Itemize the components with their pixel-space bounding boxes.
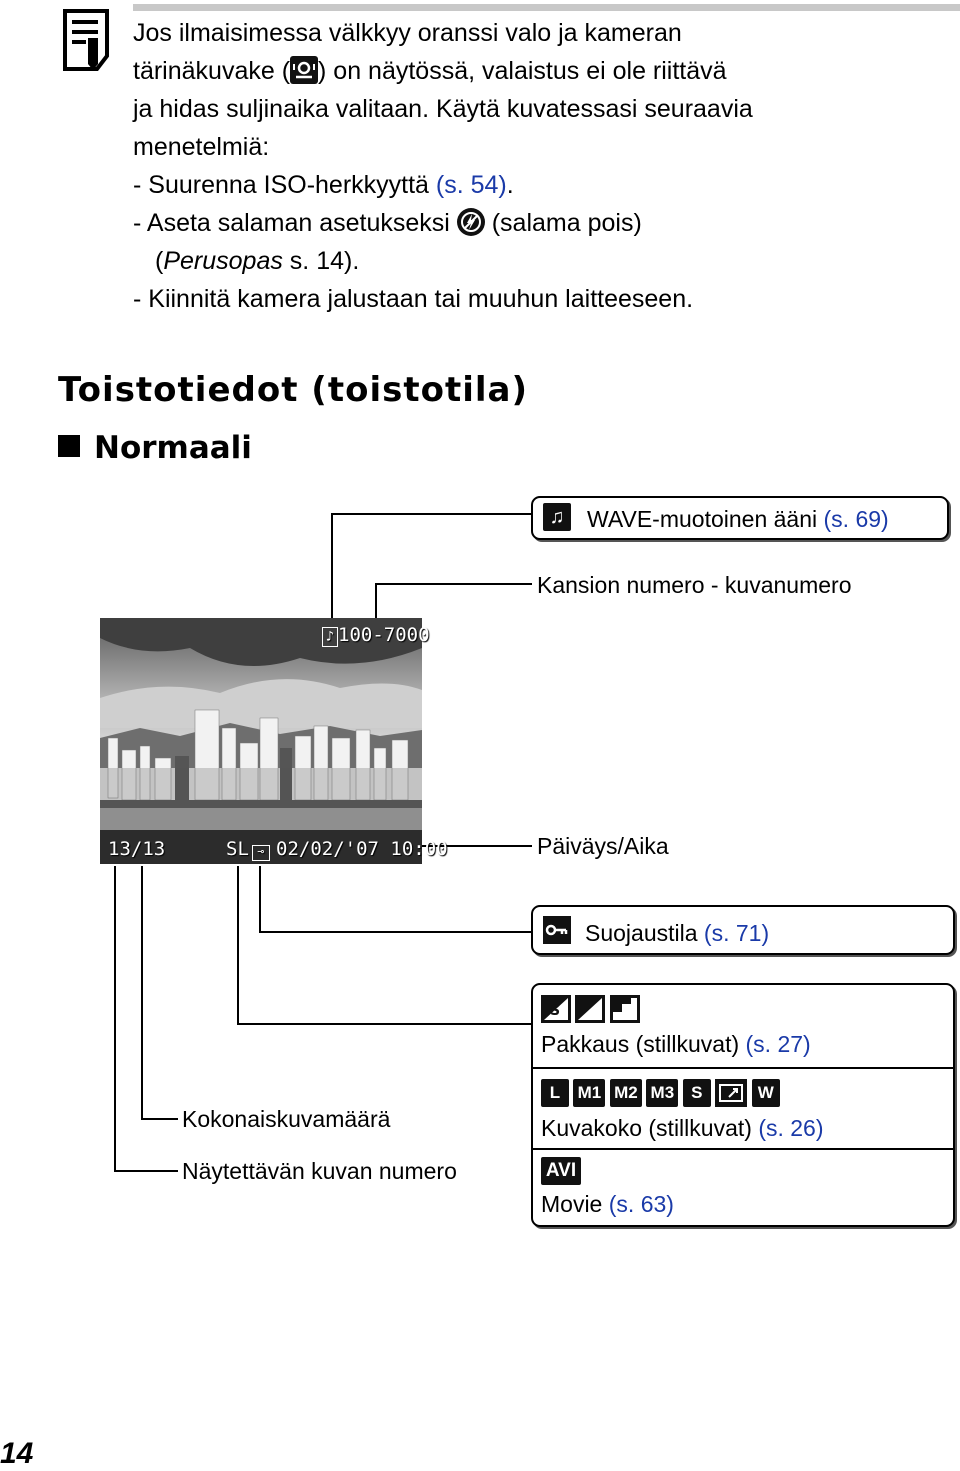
- image-size-label: Kuvakoko (stillkuvat) (s. 26): [541, 1115, 824, 1141]
- size-small-icon: S: [683, 1079, 711, 1107]
- image-info-callout-box: [531, 983, 955, 1227]
- note-text: - Suurenna ISO-herkkyyttä: [133, 171, 436, 199]
- compression-size-indicator: SL ⊸: [226, 838, 273, 861]
- folder-file-number: ♪ 100-7000: [322, 624, 430, 647]
- playback-screen: [100, 618, 448, 864]
- size-large-icon: L: [541, 1079, 569, 1107]
- size-medium1-icon: M1: [573, 1079, 605, 1107]
- movie-icon: AVI: [541, 1157, 581, 1185]
- music-note-icon: ♪: [322, 627, 338, 647]
- divider: [533, 1148, 953, 1150]
- postcard-icon: [715, 1079, 747, 1107]
- frame-counter: 13/13: [108, 838, 166, 860]
- note-text: .: [506, 171, 514, 199]
- key-icon: ⊸: [252, 845, 270, 861]
- date-time-label: Päiväys/Aika: [537, 833, 669, 859]
- superfine-icon: [541, 995, 571, 1023]
- protect-callout-box: [531, 905, 955, 955]
- folder-file-label: Kansion numero - kuvanumero: [537, 572, 852, 598]
- size-medium3-icon: M3: [646, 1079, 678, 1107]
- page-number: 14: [0, 1437, 34, 1470]
- wave-label: WAVE-muotoinen ääni (s. 69): [587, 506, 889, 532]
- svg-text:S: S: [550, 1003, 561, 1019]
- widescreen-icon: W: [752, 1079, 780, 1107]
- basic-guide-title: Perusopas: [163, 247, 283, 275]
- note-line-8: - Kiinnitä kamera jalustaan tai muuhun laitteeseen.: [133, 285, 694, 313]
- subsection-label: Normaali: [94, 430, 252, 466]
- note-line-3: ja hidas suljinaika valitaan. Käytä kuvatessasi seuraavia: [133, 95, 753, 123]
- page-reference-link[interactable]: (s. 54): [435, 171, 507, 199]
- compression-label: Pakkaus (stillkuvat) (s. 27): [541, 1031, 811, 1057]
- compression-icons: [541, 995, 640, 1023]
- date-time-display: 02/02/'07 10:00: [276, 838, 448, 860]
- note-text: s. 14).: [282, 247, 360, 275]
- protect-label: Suojaustila (s. 71): [585, 920, 770, 946]
- note-text: ) on näytössä, valaistus ei ole riittävä: [318, 57, 727, 85]
- normal-icon: [610, 995, 640, 1023]
- movie-label: Movie (s. 63): [541, 1191, 674, 1217]
- note-text: (: [155, 247, 164, 275]
- page-reference-link[interactable]: (s. 27): [745, 1031, 811, 1057]
- note-text: - Aseta salaman asetukseksi: [133, 209, 457, 237]
- note-text: tärinäkuvake (: [133, 57, 291, 85]
- music-note-icon: ♫: [543, 503, 571, 531]
- note-line-4: menetelmiä:: [133, 133, 270, 161]
- page-reference-link[interactable]: (s. 69): [823, 506, 889, 532]
- size-medium2-icon: M2: [610, 1079, 642, 1107]
- fine-icon: [575, 995, 605, 1023]
- key-icon: [543, 916, 571, 944]
- note-line-1: Jos ilmaisimessa välkkyy oranssi valo ja kameran: [133, 19, 682, 47]
- divider: [533, 1067, 953, 1069]
- note-text: (salama pois): [484, 209, 642, 237]
- size-icons: [541, 1079, 780, 1107]
- total-images-label: Kokonaiskuvamäärä: [182, 1106, 391, 1132]
- city-photo: [100, 618, 422, 864]
- current-image-label: Näytettävän kuvan numero: [182, 1158, 457, 1184]
- page-reference-link[interactable]: (s. 63): [608, 1191, 674, 1217]
- page-reference-link[interactable]: (s. 26): [758, 1115, 824, 1141]
- wave-callout-box: [531, 496, 949, 540]
- page-reference-link[interactable]: (s. 71): [703, 920, 770, 946]
- section-title: Toistotiedot (toistotila): [58, 370, 528, 410]
